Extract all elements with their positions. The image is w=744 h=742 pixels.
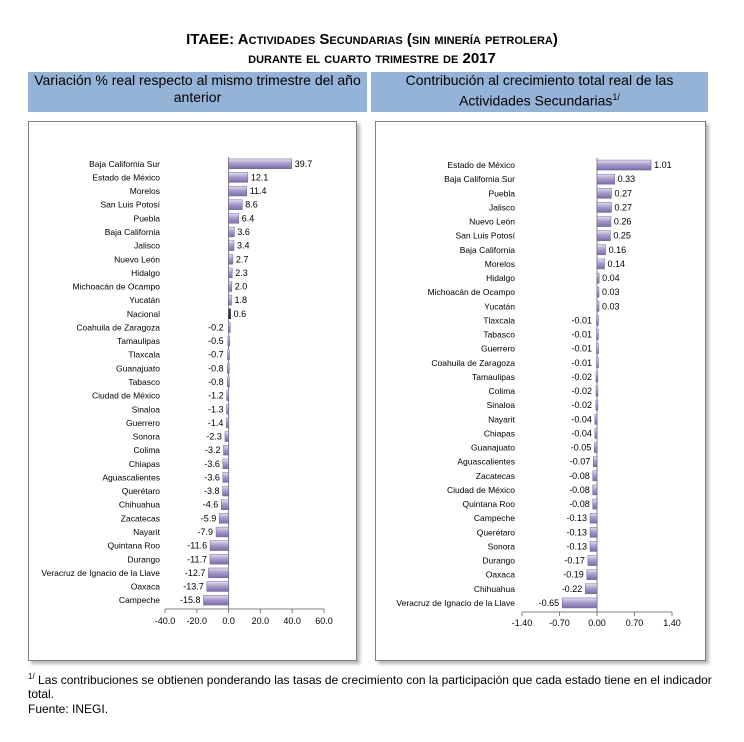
source-text: Fuente: INEGI. xyxy=(28,702,109,716)
left-category-label: Durango xyxy=(127,554,160,565)
source-note xyxy=(28,702,108,716)
right-bar xyxy=(562,598,597,608)
right-value-label: -0.19 xyxy=(563,569,584,580)
left-bar xyxy=(229,200,243,210)
left-category-label: Michoacán de Ocampo xyxy=(72,281,160,292)
left-bar xyxy=(229,295,232,305)
right-bar xyxy=(597,160,651,170)
left-header-text: Variación % real respecto al mismo trimestre del año anterior xyxy=(34,72,361,105)
right-tick-label: 0.00 xyxy=(588,618,606,628)
left-bar xyxy=(210,554,229,564)
right-value-label: 0.03 xyxy=(602,287,620,298)
left-value-label: -0.8 xyxy=(208,363,224,374)
left-value-label: -3.8 xyxy=(204,486,220,497)
right-value-label: -0.04 xyxy=(571,414,592,425)
right-bar xyxy=(597,301,599,311)
left-value-label: 2.0 xyxy=(234,281,248,292)
right-category-label: Nuevo León xyxy=(469,216,515,227)
right-bar xyxy=(596,372,598,382)
left-value-label: -7.9 xyxy=(197,527,214,537)
right-bar xyxy=(593,457,597,467)
right-value-label: 0.16 xyxy=(608,244,627,255)
right-value-label: -0.02 xyxy=(571,400,592,411)
left-value-label: 0.6 xyxy=(233,308,247,319)
left-category-label: Baja California Sur xyxy=(89,158,160,169)
left-category-label: Nayarit xyxy=(133,527,160,537)
left-bar xyxy=(227,377,229,387)
left-bar xyxy=(208,568,228,578)
left-category-label: Aguascalientes xyxy=(102,472,160,483)
left-value-label: -4.6 xyxy=(202,499,219,510)
left-category-label: Morelos xyxy=(129,186,160,197)
left-bar xyxy=(203,595,228,605)
right-category-label: Durango xyxy=(482,555,515,566)
right-header-superscript: 1/ xyxy=(612,92,620,102)
footnote-text: Las contribuciones se obtienen ponderando las tasas de crecimiento con la participación que cada estado tiene en el indicador total. xyxy=(28,673,712,701)
left-value-label: 3.6 xyxy=(237,227,250,237)
right-category-label: Zacatecas xyxy=(475,470,515,481)
right-value-label: -0.02 xyxy=(571,386,592,397)
right-category-label: Puebla xyxy=(488,188,515,199)
right-bar xyxy=(594,443,597,453)
left-bar xyxy=(210,541,228,551)
left-value-label: -0.2 xyxy=(208,322,224,333)
left-category-label: Chihuahua xyxy=(118,499,160,510)
left-value-label: 3.4 xyxy=(237,240,250,251)
right-header-text: Contribución al crecimiento total real de las Actividades Secundarias xyxy=(405,72,674,109)
right-bar xyxy=(588,556,597,566)
left-tick-label: 20.0 xyxy=(251,616,270,626)
right-bar xyxy=(587,570,597,580)
right-category-label: Tlaxcala xyxy=(483,315,515,326)
left-category-label: Coahuila de Zaragoza xyxy=(76,322,160,333)
right-bar xyxy=(585,584,597,594)
left-bar xyxy=(225,432,229,442)
left-category-label: Oaxaca xyxy=(130,581,160,592)
left-bar xyxy=(207,582,229,592)
right-bar xyxy=(597,273,599,283)
left-tick-label: 0.0 xyxy=(222,616,235,626)
left-value-label: 8.6 xyxy=(245,199,258,210)
right-category-label: Baja California xyxy=(459,244,515,255)
right-category-label: Guanajuato xyxy=(471,442,515,453)
right-category-label: Sonora xyxy=(487,541,515,552)
left-value-label: -5.9 xyxy=(200,513,217,524)
right-bar xyxy=(596,315,598,325)
right-category-label: San Luis Potosí xyxy=(455,230,515,241)
right-tick-label: -0.70 xyxy=(549,618,570,628)
right-bar xyxy=(597,245,606,255)
left-value-label: -3.6 xyxy=(204,458,220,469)
left-category-label: Campeche xyxy=(118,595,160,606)
left-bar xyxy=(216,527,229,537)
left-value-label: -15.8 xyxy=(179,595,201,606)
right-bar xyxy=(597,202,611,212)
right-value-label: -0.22 xyxy=(561,583,583,594)
right-category-label: Aguascalientes xyxy=(457,456,515,467)
right-bar xyxy=(597,259,605,269)
right-tick-label: -1.40 xyxy=(511,618,533,628)
right-category-label: Michoacán de Ocampo xyxy=(427,287,515,298)
left-category-label: Guerrero xyxy=(125,417,160,428)
right-bar xyxy=(596,344,598,354)
left-bar xyxy=(226,418,228,428)
right-value-label: 0.27 xyxy=(614,202,632,213)
left-bar xyxy=(229,186,247,196)
left-bar xyxy=(227,404,229,414)
left-bar xyxy=(229,282,232,292)
left-value-label: -11.7 xyxy=(187,554,207,565)
right-tick-label: 0.70 xyxy=(625,618,644,628)
right-value-label: -0.01 xyxy=(571,357,592,368)
right-category-label: Tamaulipas xyxy=(472,371,515,382)
right-bar xyxy=(596,330,598,340)
right-bar xyxy=(595,414,597,424)
right-category-label: Veracruz de Ignacio de la Llave xyxy=(396,597,515,608)
right-bar xyxy=(597,188,611,198)
right-value-label: -0.08 xyxy=(569,470,590,481)
left-value-label: 12.1 xyxy=(250,172,269,183)
right-bar xyxy=(596,358,598,368)
left-category-label: Hidalgo xyxy=(131,267,160,278)
left-bar xyxy=(228,336,230,346)
left-value-label: 6.4 xyxy=(241,213,255,224)
left-bar xyxy=(227,350,229,360)
left-category-label: Tamaulipas xyxy=(117,336,160,347)
right-value-label: 0.03 xyxy=(602,301,620,312)
right-category-label: Querétaro xyxy=(476,527,515,538)
title-line2-text: durante el cuarto trimestre de 2017 xyxy=(248,50,496,67)
right-category-label: Hidalgo xyxy=(486,273,515,284)
left-value-label: -2.3 xyxy=(206,431,222,442)
right-bar xyxy=(593,485,597,495)
left-category-label: Querétaro xyxy=(121,486,160,497)
left-category-label: Baja California xyxy=(104,227,160,237)
left-bar xyxy=(229,213,239,223)
left-category-label: Zacatecas xyxy=(120,513,160,524)
left-bar xyxy=(229,268,233,278)
left-value-label: -3.2 xyxy=(204,445,221,456)
right-value-label: -0.01 xyxy=(571,343,592,354)
left-category-label: Ciudad de México xyxy=(91,390,160,401)
left-value-label: -0.8 xyxy=(208,377,224,387)
right-value-label: -0.01 xyxy=(571,329,592,340)
right-bar xyxy=(597,231,610,241)
right-category-label: Quintana Roo xyxy=(462,499,515,510)
left-bar xyxy=(227,391,229,401)
right-value-label: -0.07 xyxy=(569,456,591,467)
right-bar xyxy=(595,428,597,438)
right-bar xyxy=(590,527,597,537)
right-category-label: Chiapas xyxy=(483,428,515,439)
right-bar xyxy=(590,541,597,551)
left-bar xyxy=(223,473,229,483)
left-value-label: -12.7 xyxy=(184,567,206,578)
right-value-label: 0.26 xyxy=(613,216,632,227)
left-value-label: 2.3 xyxy=(235,267,248,278)
left-bar xyxy=(229,309,231,319)
left-value-label: 1.8 xyxy=(234,295,247,306)
left-category-label: San Luis Potosí xyxy=(100,199,160,210)
right-value-label: -0.01 xyxy=(571,315,592,326)
left-value-label: -1.4 xyxy=(207,417,224,428)
right-bar xyxy=(590,513,597,523)
right-category-label: Campeche xyxy=(473,513,515,524)
right-category-label: Ciudad de México xyxy=(446,484,515,495)
right-category-label: Jalisco xyxy=(489,202,515,213)
right-category-label: Sinaloa xyxy=(486,400,515,411)
right-value-label: -0.08 xyxy=(569,499,590,510)
right-category-label: Coahuila de Zaragoza xyxy=(431,357,515,368)
right-value-label: 0.25 xyxy=(613,230,631,241)
right-value-label: -0.13 xyxy=(566,527,588,538)
right-category-label: Guerrero xyxy=(480,343,515,354)
right-category-label: Tabasco xyxy=(483,329,515,340)
left-category-label: Sinaloa xyxy=(131,404,160,415)
right-value-label: -0.04 xyxy=(571,428,592,439)
left-bar xyxy=(219,513,228,523)
left-tick-label: -20.0 xyxy=(186,616,208,626)
right-bar xyxy=(597,217,611,227)
left-bar xyxy=(229,173,248,183)
right-bar xyxy=(597,287,599,297)
right-value-label: -0.13 xyxy=(566,541,588,552)
right-category-label: Morelos xyxy=(484,258,515,269)
right-value-label: 0.27 xyxy=(614,188,632,199)
right-bar xyxy=(593,471,597,481)
left-value-label: 39.7 xyxy=(294,158,313,169)
right-value-label: 0.33 xyxy=(617,174,636,185)
left-bar xyxy=(229,159,292,169)
left-bar xyxy=(221,500,228,510)
left-category-label: Chiapas xyxy=(128,458,160,469)
left-category-label: Tabasco xyxy=(128,377,160,387)
right-category-label: Baja California Sur xyxy=(444,174,515,185)
right-value-label: -0.08 xyxy=(569,484,590,495)
left-bar xyxy=(223,486,229,496)
left-category-label: Sonora xyxy=(132,431,160,442)
left-value-label: -1.2 xyxy=(208,390,224,401)
left-tick-label: 60.0 xyxy=(315,616,333,626)
right-bar xyxy=(596,386,598,396)
left-category-label: Guanajuato xyxy=(116,363,160,374)
left-category-label: Colima xyxy=(133,445,160,456)
left-tick-label: -40.0 xyxy=(154,616,176,626)
left-value-label: 11.4 xyxy=(249,186,267,197)
left-category-label: Quintana Roo xyxy=(107,540,160,551)
footnote-marker: 1/ xyxy=(28,672,35,681)
right-category-label: Estado de México xyxy=(447,160,515,171)
left-bar xyxy=(224,445,229,455)
right-tick-label: 1.40 xyxy=(663,618,681,628)
left-value-label: -1.3 xyxy=(208,404,224,415)
right-value-label: 0.04 xyxy=(602,273,620,284)
left-value-label: -3.6 xyxy=(204,472,220,483)
left-value-label: -0.7 xyxy=(208,349,224,360)
right-value-label: -0.05 xyxy=(570,442,592,453)
left-category-label: Tlaxcala xyxy=(128,349,160,360)
right-value-label: -0.02 xyxy=(571,371,592,382)
left-category-label: Veracruz de Ignacio de la Llave xyxy=(41,567,160,578)
left-tick-label: 40.0 xyxy=(283,616,301,626)
right-value-label: -0.13 xyxy=(566,513,588,524)
right-value-label: 1.01 xyxy=(654,160,672,171)
left-category-label: Yucatán xyxy=(129,295,160,306)
left-bar xyxy=(229,254,233,264)
left-category-label: Nacional xyxy=(126,308,160,319)
right-value-label: -0.17 xyxy=(564,555,585,566)
left-category-label: Estado de México xyxy=(92,172,160,183)
left-category-label: Puebla xyxy=(133,213,160,224)
left-value-label: -11.6 xyxy=(187,540,208,551)
left-value-label: -0.5 xyxy=(208,336,224,347)
left-bar xyxy=(223,459,229,469)
left-bar xyxy=(229,241,234,251)
left-bar xyxy=(228,323,230,333)
right-category-label: Yucatán xyxy=(484,301,515,312)
right-category-label: Colima xyxy=(488,386,515,397)
footnote xyxy=(28,670,718,701)
right-category-label: Oaxaca xyxy=(485,569,515,580)
right-bar xyxy=(593,499,597,509)
left-value-label: 2.7 xyxy=(235,254,249,265)
right-value-label: -0.65 xyxy=(538,597,560,608)
left-bar xyxy=(227,363,229,373)
title-line1-text: ITAEE: Actividades Secundarias (sin minería petrolera) xyxy=(186,31,558,48)
left-category-label: Jalisco xyxy=(134,240,160,251)
right-value-label: 0.14 xyxy=(607,258,626,269)
left-category-label: Nuevo León xyxy=(114,254,160,265)
right-category-label: Nayarit xyxy=(488,414,515,425)
right-bar xyxy=(596,400,598,410)
right-bar xyxy=(597,174,615,184)
left-value-label: -13.7 xyxy=(183,581,204,592)
right-category-label: Chihuahua xyxy=(473,583,515,594)
left-bar xyxy=(229,227,235,237)
